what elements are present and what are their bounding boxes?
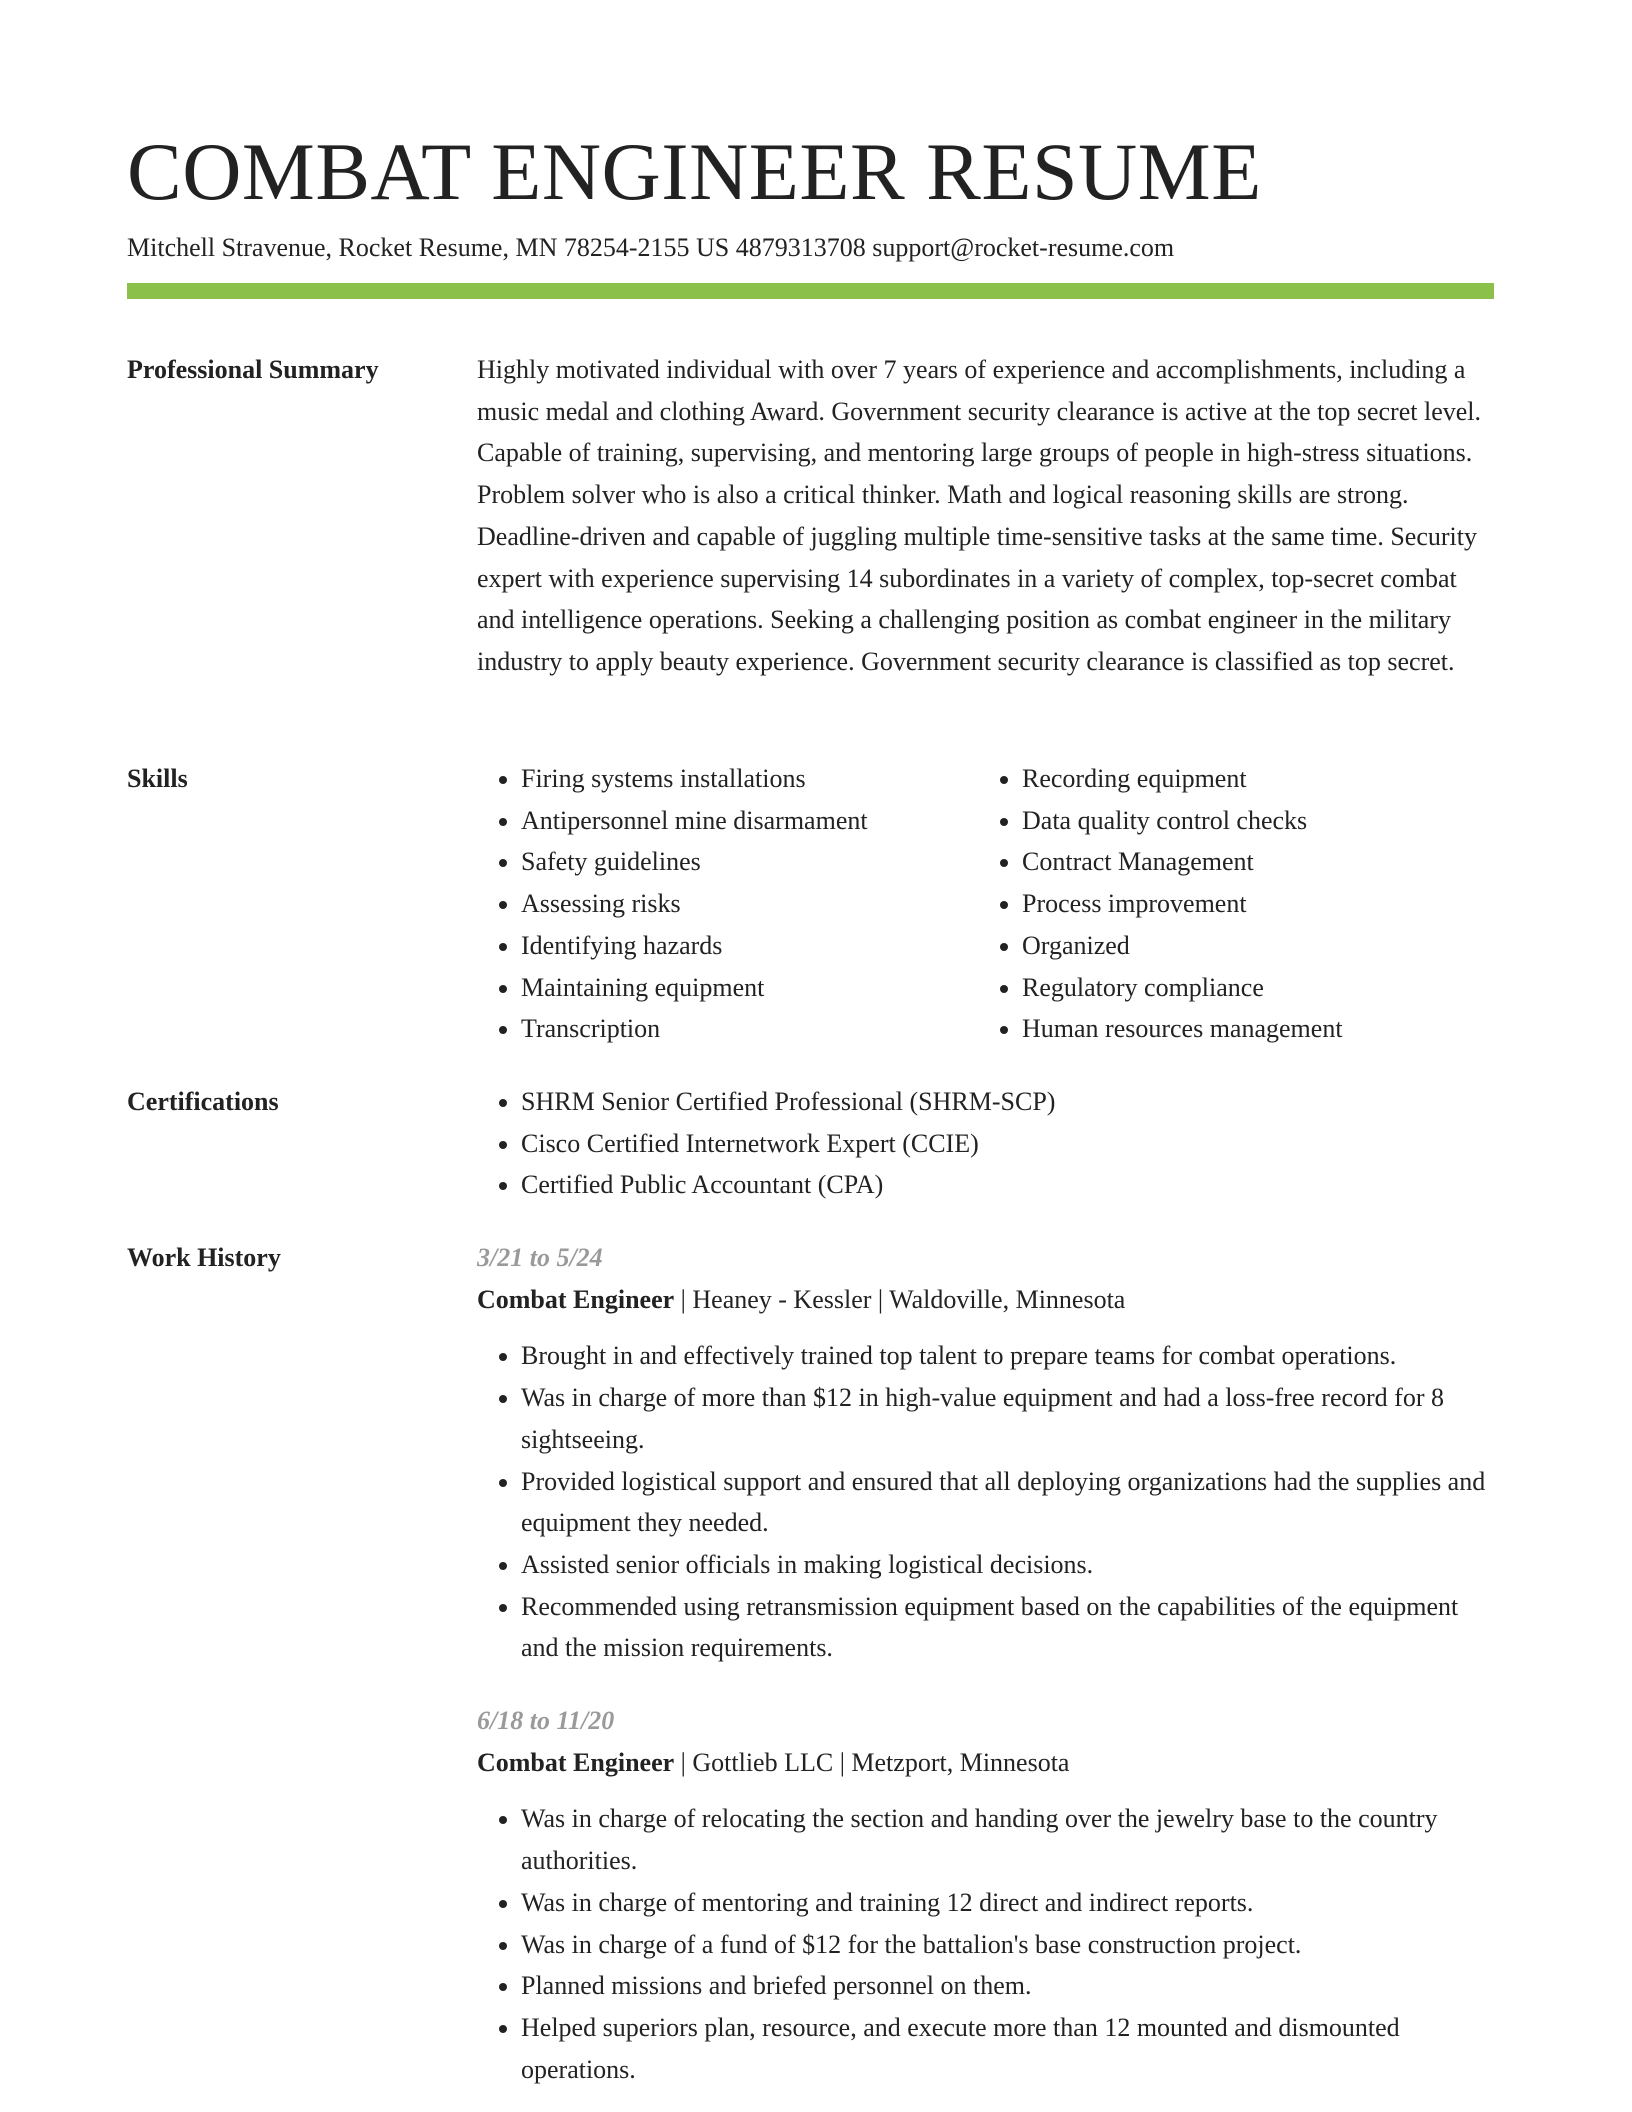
skill-item: • Contract Management	[1022, 841, 1494, 883]
job-bullet: • Assisted senior officials in making logistical decisions.	[521, 1544, 1494, 1586]
skills-heading: Skills	[127, 764, 188, 793]
certifications-list	[477, 1081, 1494, 1206]
job-entry	[477, 1700, 1494, 2090]
summary-text: Highly motivated individual with over 7 years of experience and accomplishments, including a music medal and clothing Award. Government security clearance is active at the top secret level. Capable of training, supervising, and mentoring large groups of people in high-stress situations. Problem solver who is also a critical thinker. Math and logical reasoning skills are strong. Deadline-driven and capable of juggling multiple time-sensitive tasks at the same time. Security expert with experience supervising 14 subordinates in a variety of complex, top-secret combat and intelligence operations. Seeking a challenging position as combat engineer in the military industry to apply beauty experience. Government security clearance is classified as top secret.	[477, 355, 1482, 676]
resume-title: COMBAT ENGINEER RESUME	[127, 126, 1262, 217]
job-bullet: • Helped superiors plan, resource, and execute more than 12 mounted and dismounted operations.	[521, 2007, 1494, 2090]
job-bullet: • Was in charge of mentoring and training 12 direct and indirect reports.	[521, 1882, 1494, 1924]
skill-item: • Maintaining equipment	[521, 967, 978, 1009]
skill-item: • Antipersonnel mine disarmament	[521, 800, 978, 842]
job-bullet: • Provided logistical support and ensured that all deploying organizations had the supplies and equipment they needed.	[521, 1461, 1494, 1544]
certification-item: • SHRM Senior Certified Professional (SHRM-SCP)	[521, 1081, 1494, 1123]
skill-item: • Firing systems installations	[521, 758, 978, 800]
job-header	[477, 1279, 1494, 1321]
skill-item: • Assessing risks	[521, 883, 978, 925]
skill-item: • Organized	[1022, 925, 1494, 967]
job-header	[477, 1742, 1494, 1784]
summary-heading: Professional Summary	[127, 355, 379, 384]
work-history-body	[477, 1237, 1494, 2090]
certification-item: • Certified Public Accountant (CPA)	[521, 1164, 1494, 1206]
work-history-heading: Work History	[127, 1243, 281, 1272]
skills-columns	[477, 758, 1494, 1050]
skill-item: • Regulatory compliance	[1022, 967, 1494, 1009]
job-bullet: • Was in charge of a fund of $12 for the battalion's base construction project.	[521, 1924, 1494, 1966]
job-details: | Gottlieb LLC | Metzport, Minnesota	[674, 1747, 1070, 1777]
skills-list-left	[477, 758, 978, 1050]
skills-list-right	[978, 758, 1494, 1050]
skills-body	[477, 758, 1494, 1050]
header-divider	[127, 283, 1494, 299]
skill-item: • Identifying hazards	[521, 925, 978, 967]
contact-line: Mitchell Stravenue, Rocket Resume, MN 78254-2155 US 4879313708 support@rocket-resume.com	[127, 233, 1175, 262]
skill-item: • Human resources management	[1022, 1008, 1494, 1050]
skill-item: • Safety guidelines	[521, 841, 978, 883]
job-bullet: • Was in charge of relocating the section and handing over the jewelry base to the country authorities.	[521, 1798, 1494, 1881]
job-bullet: • Recommended using retransmission equipment based on the capabilities of the equipment and the mission requirements.	[521, 1586, 1494, 1669]
job-bullet: • Was in charge of more than $12 in high-value equipment and had a loss-free record for 8 sightseeing.	[521, 1377, 1494, 1460]
certifications-heading: Certifications	[127, 1087, 279, 1116]
job-title: Combat Engineer	[477, 1747, 675, 1777]
skill-item: • Transcription	[521, 1008, 978, 1050]
job-details: | Heaney - Kessler | Waldoville, Minnesota	[674, 1284, 1126, 1314]
summary-body	[477, 349, 1494, 683]
certifications-body	[477, 1081, 1494, 1206]
certification-item: • Cisco Certified Internetwork Expert (CCIE)	[521, 1123, 1494, 1165]
job-bullets	[477, 1335, 1494, 1669]
job-bullet: • Brought in and effectively trained top talent to prepare teams for combat operations.	[521, 1335, 1494, 1377]
job-dates: 6/18 to 11/20	[477, 1706, 615, 1736]
job-bullet: • Planned missions and briefed personnel on them.	[521, 1965, 1494, 2007]
job-bullets	[477, 1798, 1494, 2090]
skill-item: • Process improvement	[1022, 883, 1494, 925]
job-title: Combat Engineer	[477, 1284, 675, 1314]
job-dates: 3/21 to 5/24	[477, 1243, 603, 1272]
skill-item: • Recording equipment	[1022, 758, 1494, 800]
job-entry	[477, 1237, 1494, 1669]
skill-item: • Data quality control checks	[1022, 800, 1494, 842]
